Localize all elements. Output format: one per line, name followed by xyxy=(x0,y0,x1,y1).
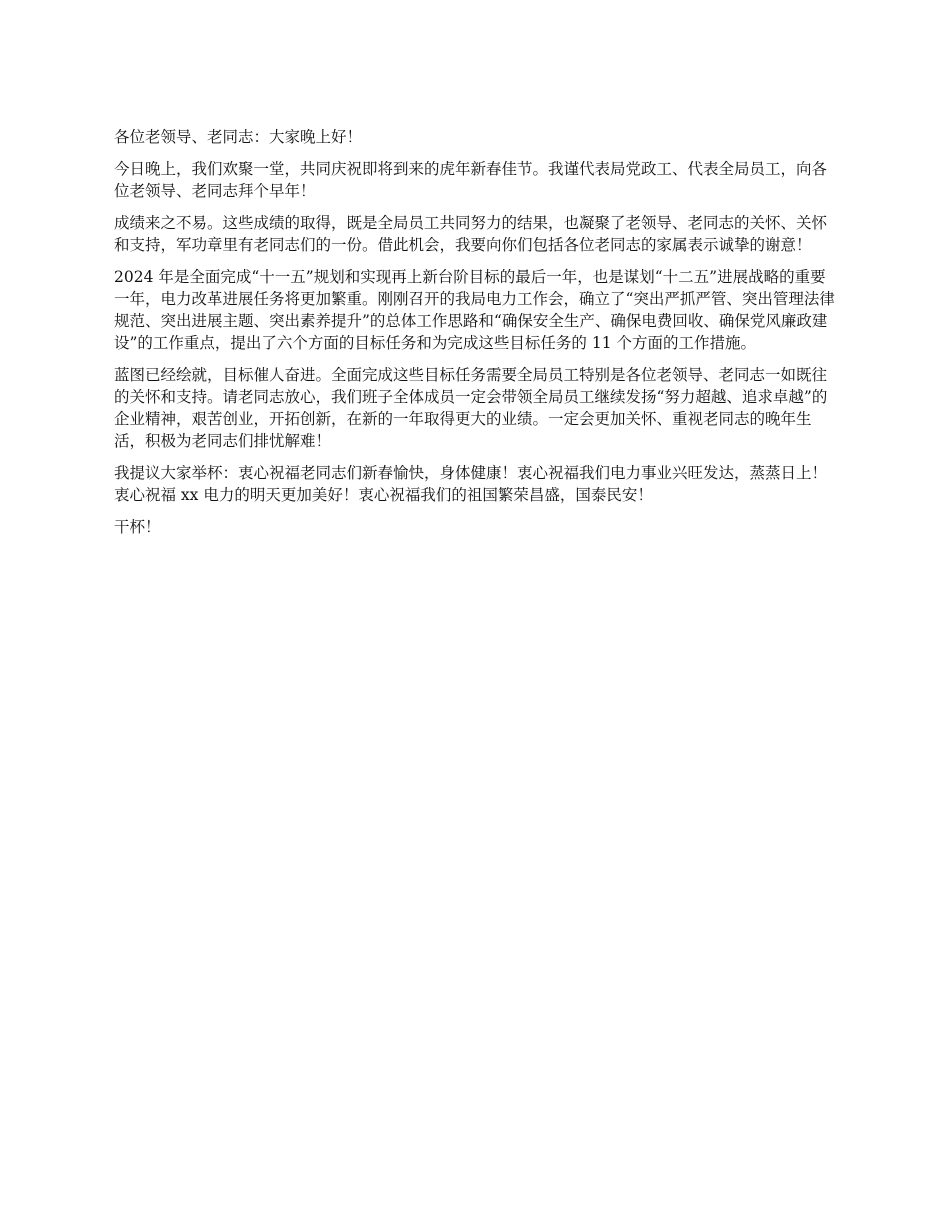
document-body xyxy=(114,126,840,548)
greeting-paragraph: 各位老领导、老同志：大家晚上好！ xyxy=(114,128,363,146)
plan-paragraph: 2024 年是全面完成“十一五”规划和实现再上新台阶目标的最后一年，也是谋划“十二五”进展战略的重要一年，电力改革进展任务将更加繁重。刚刚召开的我局电力工作会，确立了“突出严抓严管、突出管理法律规范、突出进展主题、突出素养提升”的总体工作思路和“确保安全生产、确保电费回收、确保党风廉政建设”的工作重点，提出了六个方面的目标任务和为完成这些目标任务的 11 个方面的工作措施。 xyxy=(114,268,835,352)
achievements-paragraph: 成绩来之不易。这些成绩的取得，既是全局员工共同努力的结果，也凝聚了老领导、老同志的关怀、关怀和支持，军功章里有老同志们的一份。借此机会，我要向你们包括各位老同志的家属表示诚挚的谢意！ xyxy=(114,214,828,254)
cheers-paragraph: 干杯！ xyxy=(114,518,161,536)
blueprint-paragraph: 蓝图已经绘就，目标催人奋进。全面完成这些目标任务需要全局员工特别是各位老领导、老同志一如既往的关怀和支持。请老同志放心，我们班子全体成员一定会带领全局员工继续发扬“努力超越、追求卓越”的企业精神，艰苦创业，开拓创新，在新的一年取得更大的业绩。一定会更加关怀、重视老同志的晚年生活，积极为老同志们排忧解难！ xyxy=(114,366,828,450)
toast-paragraph: 我提议大家举杯：衷心祝福老同志们新春愉快，身体健康！衷心祝福我们电力事业兴旺发达，蒸蒸日上！衷心祝福 xx 电力的明天更加美好！衷心祝福我们的祖国繁荣昌盛，国泰民安！ xyxy=(114,464,828,504)
new-year-paragraph: 今日晚上，我们欢聚一堂，共同庆祝即将到来的虎年新春佳节。我谨代表局党政工、代表全局员工，向各位老领导、老同志拜个早年！ xyxy=(114,160,828,200)
